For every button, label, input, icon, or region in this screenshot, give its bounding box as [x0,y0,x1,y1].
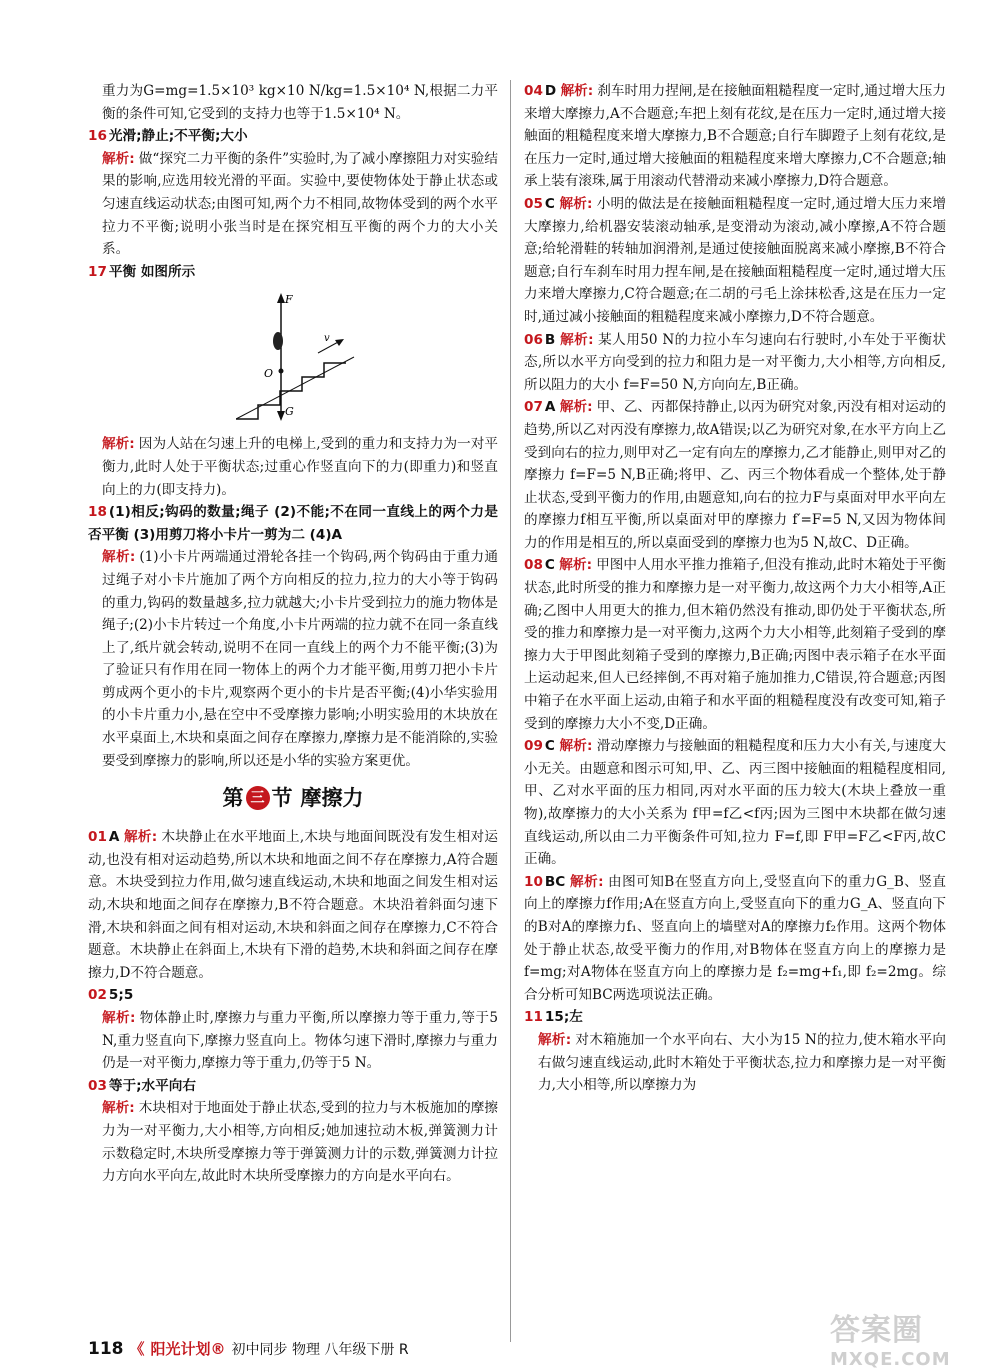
question-10 [524,871,946,1007]
label-g: G [285,405,294,419]
label-o: O [264,367,274,381]
analysis-18 [88,546,498,772]
page-number: 118 [88,1338,124,1359]
question-18 [88,501,498,546]
answer: A [108,829,120,846]
analysis-text: 因为人站在匀速上升的电梯上,受到的重力和支持力为一对平衡力,此时人处于平衡状态;过重心作竖直向下的力(即重力)和竖直向上的力(即支持力)。 [102,436,499,498]
analysis-text: 某人用50 N的力拉小车匀速向右行驶时,小车处于平衡状态,所以水平方向受到的拉力和阻力是一对平衡力,大小相等,方向相反,所以阻力的大小 f=F=50 N,方向向左,B正确。 [524,331,946,393]
section-suffix: 节 [271,785,293,810]
analysis-label: 解析: [102,436,135,453]
question-number: 10 [524,873,543,890]
section-heading [88,776,498,820]
question-11 [524,1006,946,1029]
label-v: v [324,333,330,345]
question-number: 01 [88,829,107,846]
watermark [830,1305,951,1370]
analysis-label: 解析: [538,1031,572,1048]
analysis-text: 物体静止时,摩擦力与重力平衡,所以摩擦力等于重力,等于5 N,重力竖直向下,摩擦力竖直向上。物体匀速下滑时,摩擦力与重力仍是一对平衡力,摩擦力等于重力,仍等于5 N。 [102,1010,498,1072]
analysis-text: 小明的做法是在接触面粗糙程度一定时,通过增大压力来增大摩擦力,给机器安装滚动轴承,是变滑动为滚动,减小摩擦,A不符合题意;给轮滑鞋的转轴加润滑剂,是通过使接触面脱离来减小摩擦,B不符合题意;自行车刹车时用力捏车闸,是在接触面粗糙程度一定时,通过增大压力来增大摩擦力,C符合题意;在二胡的弓毛上涂抹松香,这是在压力一定时,通过减小接触面的粗糙程度来减小摩擦力,D不符合题意。 [524,195,946,325]
brand-name: 阳光计划® [150,1340,226,1358]
force-g-arrowhead [277,411,285,421]
analysis-text: 木块静止在水平地面上,木块与地面间既没有发生相对运动,也没有相对运动趋势,所以木块和地面之间不存在摩擦力,A符合题意。木块受到拉力作用,做匀速直线运动,木块和地面之间发生相对运动,木块和地面之间存在摩擦力,B不符合题意。木块沿着斜面匀速下滑,木块和斜面之间有相对运动,木块和斜面之间存在摩擦力,C不符合题意。木块静止在斜面上,木块有下滑的趋势,木块和斜面之间存在摩擦力,D不符合题意。 [88,829,498,981]
answer: (1)相反;钩码的数量;绳子 (2)不能;不在同一直线上的两个力是否平衡 (3)用剪刀将小卡片一剪为二 (4)A [88,504,498,543]
answer: 5;5 [108,987,134,1004]
analysis-label: 解析: [102,549,136,566]
question-number: 02 [88,987,107,1004]
analysis-text: 甲图中人用水平推力推箱子,但没有推动,此时木箱处于平衡状态,此时所受的推力和摩擦力是一对平衡力,故这两个力大小相等,A正确;乙图中人用更大的推力,但木箱仍然没有推动,即仍处于平衡状态,所受的推力和摩擦力是一对平衡力,这两个力大小相等,此刻箱子受到的摩擦力大于甲图此刻箱子受到的摩擦力,B正确;丙图中表示箱子在水平面上运动起来,但人已经摔倒,不再对箱子施加推力,C错误,符合题意;丙图中箱子在水平面上运动,由箱子和水平面的粗糙程度没有改变可知,箱子受到的摩擦力大小不变,D正确。 [524,557,947,732]
answer: C [544,738,555,755]
analysis-03 [88,1097,498,1187]
analysis-text: 对木箱施加一个水平向右、大小为15 N的拉力,使木箱水平向右做匀速直线运动,此时木箱处于平衡状态,拉力和摩擦力是一对平衡力,大小相等,所以摩擦力为 [538,1031,947,1094]
analysis-02 [88,1007,498,1075]
analysis-label: 解析: [102,1010,136,1026]
question-number: 08 [524,557,543,574]
analysis-label: 解析: [560,83,594,99]
question-number: 07 [524,399,543,416]
analysis-label: 解析: [560,331,594,348]
escalator-slope [236,357,354,419]
book-title: 初中同步 物理 八年级下册 R [231,1341,409,1358]
analysis-label: 解析: [559,195,593,212]
answer: D [544,83,557,99]
question-03 [88,1075,498,1098]
question-02 [88,984,498,1007]
section-title: 摩擦力 [300,785,364,810]
question-08 [524,554,946,735]
question-16 [88,125,498,148]
question-number: 11 [524,1009,543,1026]
watermark-url: MXQE.COM [830,1349,951,1370]
question-04 [524,80,946,193]
question-07 [524,396,946,554]
answer: 15;左 [544,1009,583,1026]
analysis-text: 刹车时用力捏闸,是在接触面粗糙程度一定时,通过增大压力来增大摩擦力,A不合题意;车把上刻有花纹,是在压力一定时,通过增大接触面的粗糙程度来增大摩擦力,B不合题意;自行车脚蹬子上刻有花纹,是在压力一定时,通过增大接触面的粗糙程度来增大摩擦力,C不合题意;轴承上装有滚珠,属于用滚动代替滑动来减小摩擦力,D符合题意。 [524,83,947,190]
question-number: 05 [524,195,543,212]
analysis-17 [88,433,498,501]
analysis-16 [88,148,498,261]
answer: 光滑;静止;不平衡;大小 [108,128,248,145]
force-f-arrowhead [277,293,285,303]
force-diagram [236,289,366,427]
question-17 [88,261,498,284]
analysis-label: 解析: [102,150,135,167]
analysis-text: 由图可知B在竖直方向上,受竖直向下的重力G_B、竖直向上的摩擦力f作用;A在竖直方向上,受竖直向下的重力G_A、竖直向下的B对A的摩擦力f₁、竖直向上的墙壁对A的摩擦力f₂作用。这两个物体处于静止状态,故受平衡力的作用,对B物体在竖直方向上的摩擦力是 f=mg;对A物体在竖直方向上的摩擦力是 f₂=mg+f₁,即 f₂=2mg。综合分析可知BC两选项说法正确。 [524,873,946,1003]
analysis-label: 解析: [102,1100,135,1117]
question-number: 09 [524,738,543,755]
analysis-label: 解析: [559,557,593,574]
question-05 [524,193,946,329]
analysis-text: 做“探究二力平衡的条件”实验时,为了减小摩擦阻力对实验结果的影响,应选用较光滑的平面。实验中,要使物体处于静止状态或匀速直线运动状态;由图可知,两个力不相同,故物体受到的两个水平拉力不平衡;说明小张当时是在探究相互平衡的两个力的大小关系。 [102,150,499,258]
center-of-gravity [279,369,284,374]
question-number: 04 [524,83,543,99]
answer: 等于;水平向右 [108,1077,196,1094]
watermark-logo: 答案圈 [830,1313,923,1348]
analysis-label: 解析: [559,399,593,416]
analysis-label: 解析: [570,873,604,890]
analysis-text: 滑动摩擦力与接触面的粗糙程度和压力大小有关,与速度大小无关。由题意和图示可知,甲、乙、丙三图中接触面的粗糙程度相同,甲、乙对水平面的压力相同,丙对水平面的压力较大(木块上叠放一重物),故摩擦力的大小关系为 f甲=f乙<f丙;因为三图中木块都在做匀速直线运动,所以由二力平衡条件可知,拉力 F=f,即 F甲=F乙<F丙,故C正确。 [524,738,946,868]
question-number: 03 [88,1077,107,1094]
section-prefix: 第 [222,785,244,810]
answer: C [544,195,555,212]
analysis-text: (1)小卡片两端通过滑轮各挂一个钩码,两个钩码由于重力通过绳子对小卡片施加了两个方向相反的拉力,拉力的大小等于钩码的重力,钩码的数量越多,拉力就越大;小卡片受到拉力的施力物体是绳子;(2)小卡片转过一个角度,小卡片两端的拉力就不在同一条直线上了,纸片就会转动,说明不在同一直线上的两个力不能平衡;(3)为了验证只有作用在同一物体上的两个力才能平衡,用剪刀把小卡片剪成两个更小的卡片,观察两个更小的卡片是否平衡;(4)小华实验用的小卡片重力小,悬在空中不受摩擦力影响;小明实验用的木块放在水平桌面上,木块和桌面之间存在摩擦力,摩擦力是不能消除的,实验要受到摩擦力的影响,所以还是小华的实验方案更优。 [102,549,499,769]
answer: 平衡 如图所示 [108,263,196,280]
answer: A [544,399,556,416]
left-column [88,80,498,1188]
label-f: F [285,293,293,307]
question-01 [88,826,498,984]
right-column [524,80,946,1097]
analysis-text: 甲、乙、丙都保持静止,以丙为研究对象,丙没有相对运动的趋势,所以乙对丙没有摩擦力,故A错误;以乙为研究对象,在水平方向上乙受到向右的拉力,则甲对乙一定有向左的摩擦力,乙才能静止,则甲对乙的摩擦力 f=F=5 N,B正确;将甲、乙、丙三个物体看成一个整体,处于静止状态,受到平衡力的作用,由题意知,向右的拉力F与桌面对甲水平向左的摩擦力f相互平衡,所以桌面对甲的摩擦力 f′=F=5 N,又因为物体间力的作用是相互的,所以桌面受到的摩擦力也为5 N,故C、D正确。 [524,399,946,551]
escalator-force-figure [236,289,366,427]
answer: C [544,557,555,574]
column-divider [510,80,511,1342]
answer: BC [544,873,566,890]
question-09 [524,735,946,871]
page-footer [88,1338,409,1359]
question-number: 16 [88,128,107,145]
analysis-label: 解析: [124,829,158,846]
analysis-text: 木块相对于地面处于静止状态,受到的拉力与木板施加的摩擦力为一对平衡力,大小相等,方向相反;她加速拉动木板,弹簧测力计示数稳定时,木块所受摩擦力等于弹簧测力计的示数,弹簧测力计拉力方向水平向左,故此时木块所受摩擦力的方向是水平向右。 [102,1100,499,1185]
question-06 [524,329,946,397]
chevron-icon: 《 [129,1340,145,1358]
answer: B [544,331,556,348]
section-number-badge: 三 [246,786,270,810]
question-number: 06 [524,331,543,348]
intro-paragraph: 重力为G=mg=1.5×10³ kg×10 N/kg=1.5×10⁴ N,根据二力平衡的条件可知,它受到的支持力也等于1.5×10⁴ N。 [102,83,498,122]
question-number: 17 [88,263,107,280]
analysis-label: 解析: [559,738,593,755]
analysis-11 [524,1029,946,1097]
question-number: 18 [88,504,107,521]
person-figure [273,332,283,350]
